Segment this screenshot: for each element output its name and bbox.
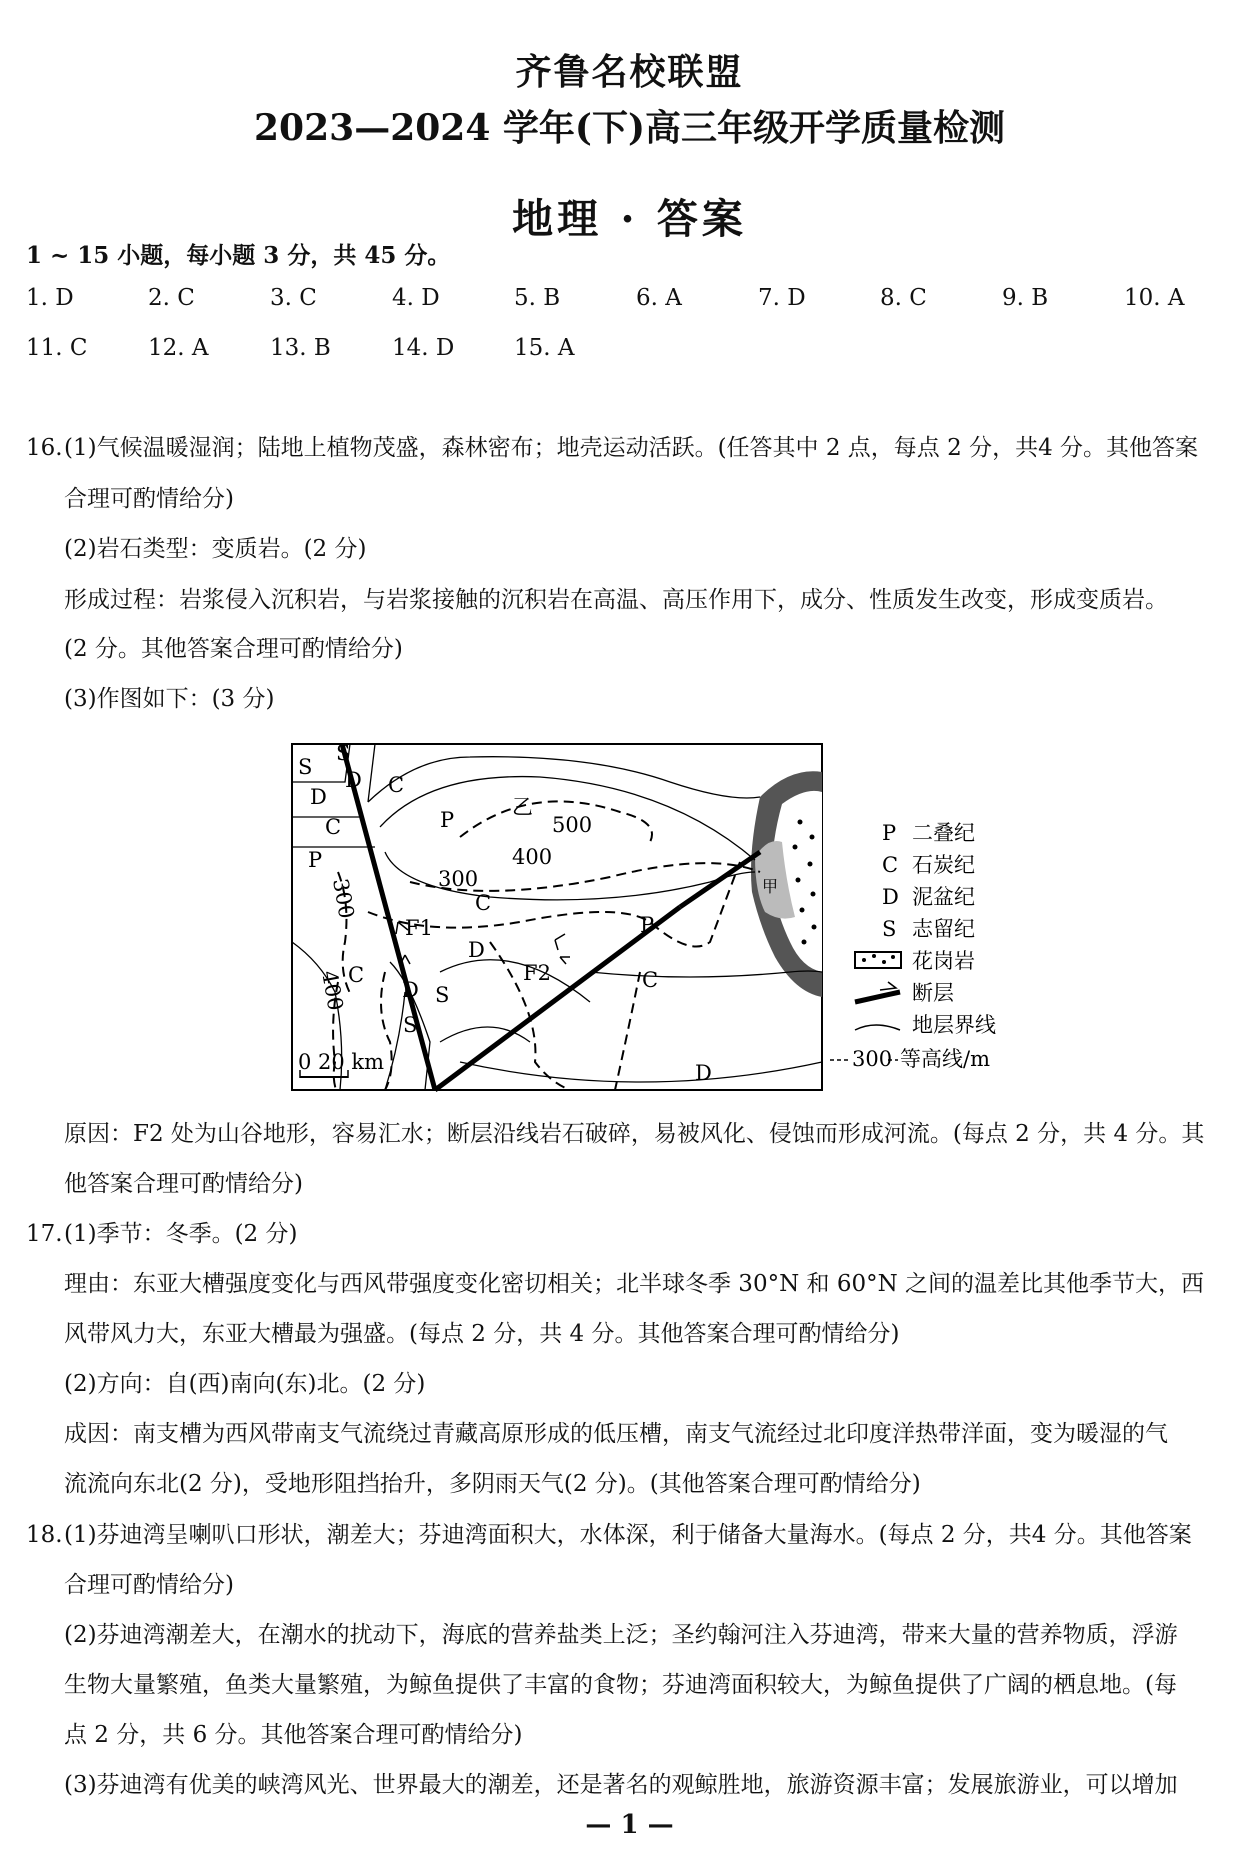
q18-part1-line1: (1)芬迪湾呈喇叭口形状，潮差大；芬迪湾面积大，水体深，利于储备大量海水。(每点 2 分，共4 分。其他答案: [64, 1522, 1192, 1548]
mc-answer: 13. B: [270, 335, 331, 361]
mc-answer: 12. A: [148, 335, 209, 361]
granite-legend-icon: [855, 952, 901, 968]
mc-answer: 3. C: [270, 285, 317, 311]
contour-label-400: 400: [317, 968, 348, 1013]
q18-part1-line2: 合理可酌情给分): [64, 1572, 234, 1598]
exam-title: 2023—2024 学年(下)高三年级开学质量检测: [254, 107, 1005, 149]
legend-symbol-s: S: [882, 917, 897, 941]
school-alliance-title: 齐鲁名校联盟: [515, 51, 744, 93]
q17-number: 17.: [26, 1221, 63, 1247]
map-label-c: C: [325, 815, 342, 839]
q17-part2-reason-line1: 成因：南支槽为西风带南支气流绕过青藏高原形成的低压槽，南支气流经过北印度洋热带洋面，变为暖湿的气: [64, 1421, 1168, 1447]
q17-part2: (2)方向：自(西)南向(东)北。(2 分): [64, 1371, 426, 1397]
map-label-s: S: [435, 983, 450, 1007]
q16-part2-line1: (2)岩石类型：变质岩。(2 分): [64, 536, 367, 562]
mc-answer: 1. D: [26, 285, 74, 311]
subject-title: 地理 · 答案: [512, 195, 747, 243]
page-number: — 1 —: [585, 1810, 674, 1840]
map-label-jia: 甲: [762, 877, 779, 896]
map-label-d: D: [468, 938, 485, 962]
map-label-d: D: [345, 768, 362, 792]
q16-part2-line2: 形成过程：岩浆侵入沉积岩，与岩浆接触的沉积岩在高温、高压作用下，成分、性质发生改变，形成变质岩。: [64, 587, 1168, 613]
map-label-p: P: [308, 848, 323, 872]
mc-answer: 9. B: [1002, 285, 1049, 311]
q18-part3-line1: (3)芬迪湾有优美的峡湾风光、世界最大的潮差，还是著名的观鲸胜地，旅游资源丰富；发展旅游业，可以增加: [64, 1772, 1178, 1798]
q16-reason-line2: 他答案合理可酌情给分): [64, 1171, 303, 1197]
boundary-legend-icon: [855, 1025, 900, 1030]
map-label-s: S: [336, 742, 351, 765]
mc-answer: 5. B: [514, 285, 561, 311]
scale-bar: [298, 1050, 384, 1078]
legend-label-boundary: 地层界线: [912, 1013, 996, 1037]
map-label-d: D: [402, 978, 419, 1002]
legend-label-contour: 等高线/m: [900, 1047, 990, 1071]
fault-legend-icon: [855, 982, 900, 1002]
map-label-c: C: [475, 891, 492, 915]
q16-part3: (3)作图如下：(3 分): [64, 686, 275, 712]
q18-number: 18.: [26, 1522, 63, 1548]
scale-label: 0 20 km: [298, 1050, 385, 1074]
mc-answer: 8. C: [880, 285, 927, 311]
mc-answer: 15. A: [514, 335, 575, 361]
map-label-f2: F2: [523, 961, 551, 985]
mc-answer: 6. A: [636, 285, 682, 311]
mc-intro: 1 ~ 15 小题，每小题 3 分，共 45 分。: [26, 242, 451, 269]
contour-label-300: 300: [438, 867, 479, 891]
q17-part1-reason-line2: 风带风力大，东亚大槽最为强盛。(每点 2 分，共 4 分。其他答案合理可酌情给分): [64, 1321, 900, 1347]
mc-answer: 7. D: [758, 285, 806, 311]
contour-label-500: 500: [552, 813, 593, 837]
legend-label-permian: 二叠纪: [912, 821, 975, 845]
contour-label-300: 300: [328, 876, 359, 921]
map-label-s: S: [403, 1013, 418, 1037]
contour-label-400: 400: [512, 845, 553, 869]
q17-part2-reason-line2: 流流向东北(2 分)，受地形阻挡抬升，多阴雨天气(2 分)。(其他答案合理可酌情给分): [64, 1471, 921, 1497]
geologic-map-figure: [290, 742, 1050, 1092]
q16-part1-line1: (1)气候温暖湿润；陆地上植物茂盛，森林密布；地壳运动活跃。(任答其中 2 点，每点 2 分，共4 分。其他答案: [64, 435, 1199, 461]
legend-label-silurian: 志留纪: [912, 917, 975, 941]
map-label-p: P: [440, 808, 455, 832]
map-label-f1: F1: [405, 916, 433, 940]
mc-answer: 14. D: [392, 335, 455, 361]
mc-answer: 11. C: [26, 335, 88, 361]
q16-part1-line2: 合理可酌情给分): [64, 486, 234, 512]
map-label-c: C: [388, 773, 405, 797]
map-frame: [292, 744, 822, 1090]
legend-label-granite: 花岗岩: [912, 949, 975, 973]
q18-part2-line3: 点 2 分，共 6 分。其他答案合理可酌情给分): [64, 1722, 523, 1748]
q16-number: 16.: [26, 435, 63, 461]
map-label-p: P: [640, 913, 655, 937]
q17-part1-reason-line1: 理由：东亚大槽强度变化与西风带强度变化密切相关；北半球冬季 30°N 和 60°N 之间的温差比其他季节大，西: [64, 1271, 1205, 1297]
map-label-c: C: [348, 963, 365, 987]
mc-answer: 10. A: [1124, 285, 1185, 311]
mc-answer: 2. C: [148, 285, 195, 311]
legend-symbol-p: P: [882, 821, 897, 845]
map-label-d: D: [695, 1061, 712, 1085]
legend-symbol-c: C: [882, 853, 899, 877]
q16-part2-line3: (2 分。其他答案合理可酌情给分): [64, 636, 403, 662]
mc-answer: 4. D: [392, 285, 440, 311]
legend-label-devonian: 泥盆纪: [912, 885, 975, 909]
legend-label-carboniferous: 石炭纪: [912, 853, 975, 877]
map-label-d: D: [310, 785, 327, 809]
legend-contour-value: 300: [852, 1047, 893, 1071]
map-label-c: C: [642, 968, 659, 992]
legend-label-fault: 断层: [912, 981, 954, 1005]
map-label-s: S: [298, 755, 313, 779]
q17-part1: (1)季节：冬季。(2 分): [64, 1221, 298, 1247]
q18-part2-line2: 生物大量繁殖，鱼类大量繁殖，为鲸鱼提供了丰富的食物；芬迪湾面积较大，为鲸鱼提供了广阔的栖息地。(每: [64, 1672, 1177, 1698]
legend-symbol-d: D: [882, 885, 899, 909]
map-legend: [830, 821, 996, 1071]
map-label-yi: 乙: [512, 795, 533, 819]
q16-reason-line1: 原因：F2 处为山谷地形，容易汇水；断层沿线岩石破碎，易被风化、侵蚀而形成河流。(每点 2 分，共 4 分。其: [64, 1121, 1205, 1147]
q18-part2-line1: (2)芬迪湾潮差大，在潮水的扰动下，海底的营养盐类上泛；圣约翰河注入芬迪湾，带来大量的营养物质，浮游: [64, 1622, 1178, 1648]
